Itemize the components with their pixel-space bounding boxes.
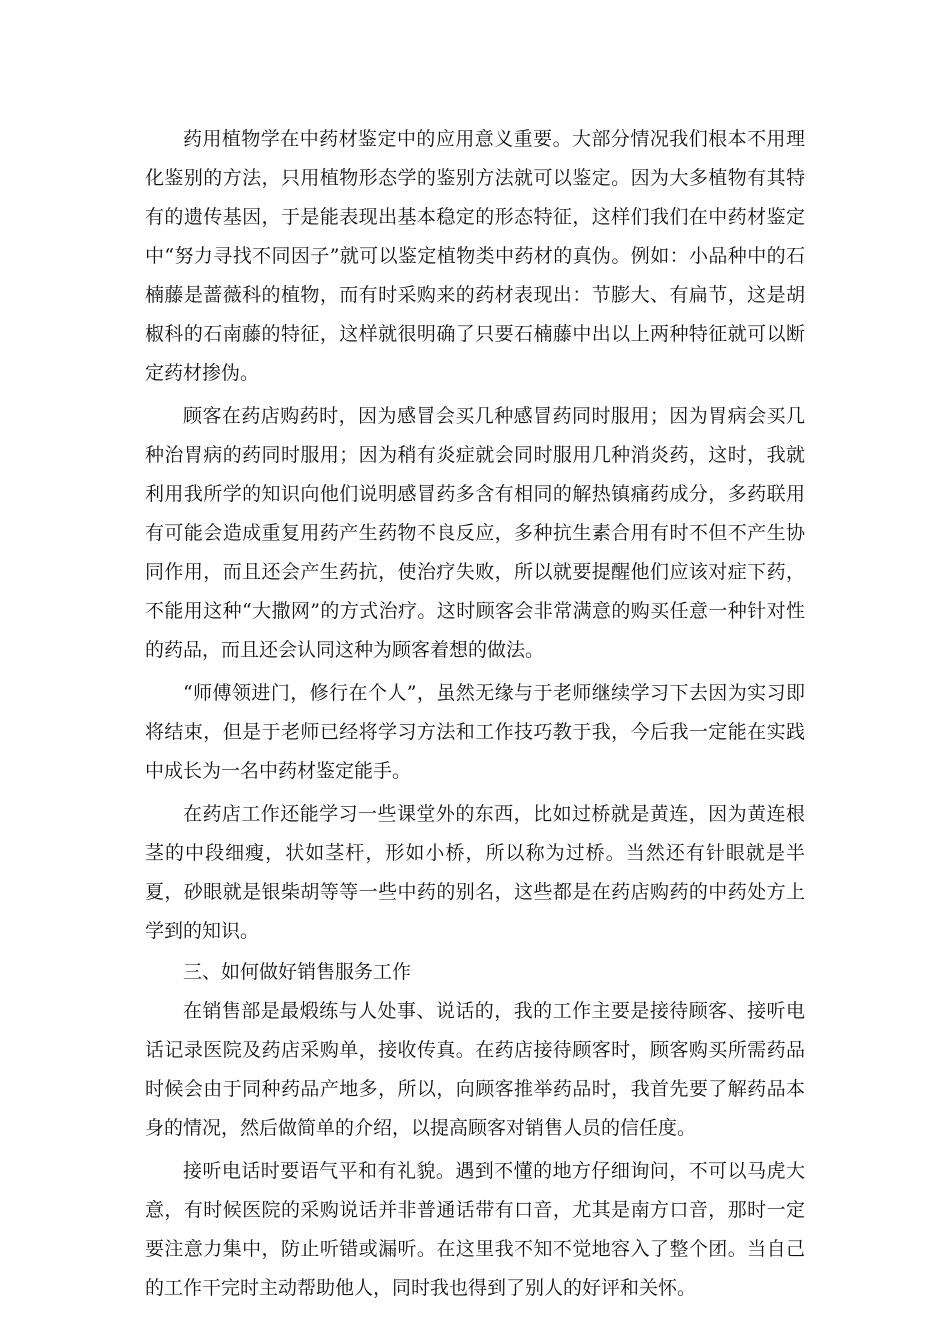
paragraph-customer-medication: 顾客在药店购药时，因为感冒会买几种感冒药同时服用；因为胃病会买几种治胃病的药同时服用；因为稍有炎症就会同时服用几种消炎药，这时，我就利用我所学的知识向他们说明感冒药多含有相同的解热镇痛药成分，多药联用有可能会造成重复用药产生药物不良反应，多种抗生素合用有时不但不产生协同作用，而且还会产生药抗，使治疗失败，所以就要提醒他们应该对症下药，不能用这种“大撒网”的方式治疗。这时顾客会非常满意的购买任意一种针对性的药品，而且还会认同这种为顾客着想的做法。 xyxy=(145,405,805,661)
paragraph-sales-work: 在销售部是最煅练与人处事、说话的，我的工作主要是接待顾客、接听电话记录医院及药店采购单，接收传真。在药店接待顾客时，顾客购买所需药品时候会由于同种药品产地多，所以，向顾客推举药品时，我首先要了解药品本身的情况，然后做简单的介绍，以提高顾客对销售人员的信任度。 xyxy=(145,1000,805,1139)
paragraph-phone-etiquette: 接听电话时要语气平和有礼貌。遇到不懂的地方仔细询问，不可以马虎大意，有时候医院的采购说话并非普通话带有口音，尤其是南方口音，那时一定要注意力集中，防止听错或漏听。在这里我不知不觉地容入了整个团。当自己的工作干完时主动帮助他人，同时我也得到了别人的好评和关怀。 xyxy=(145,1160,805,1299)
document-body xyxy=(145,120,805,1308)
paragraph-teacher: “师傅领进门，修行在个人”，虽然无缘与于老师继续学习下去因为实习即将结束，但是于老师已经将学习方法和工作技巧教于我，今后我一定能在实践中成长为一名中药材鉴定能手。 xyxy=(145,682,805,782)
section-heading: 三、如何做好销售服务工作 xyxy=(183,961,412,983)
paragraph-herbal-botany: 药用植物学在中药材鉴定中的应用意义重要。大部分情况我们根本不用理化鉴别的方法，只用植物形态学的鉴别方法就可以鉴定。因为大多植物有其特有的遗传基因，于是能表现出基本稳定的形态特征，这样们我们在中药材鉴定中“努力寻找不同因子”就可以鉴定植物类中药材的真伪。例如：小品种中的石楠藤是蔷薇科的植物，而有时采购来的药材表现出：节膨大、有扁节，这是胡椒科的石南藤的特征，这样就很明确了只要石楠藤中出以上两种特征就可以断定药材掺伪。 xyxy=(145,128,805,384)
paragraph-herb-aliases: 在药店工作还能学习一些课堂外的东西，比如过桥就是黄连，因为黄连根茎的中段细瘦，状如茎杆，形如小桥，所以称为过桥。当然还有针眼就是半夏，砂眼就是银柴胡等等一些中药的别名，这些都是在药店购药的中药处方上学到的知识。 xyxy=(145,803,805,942)
